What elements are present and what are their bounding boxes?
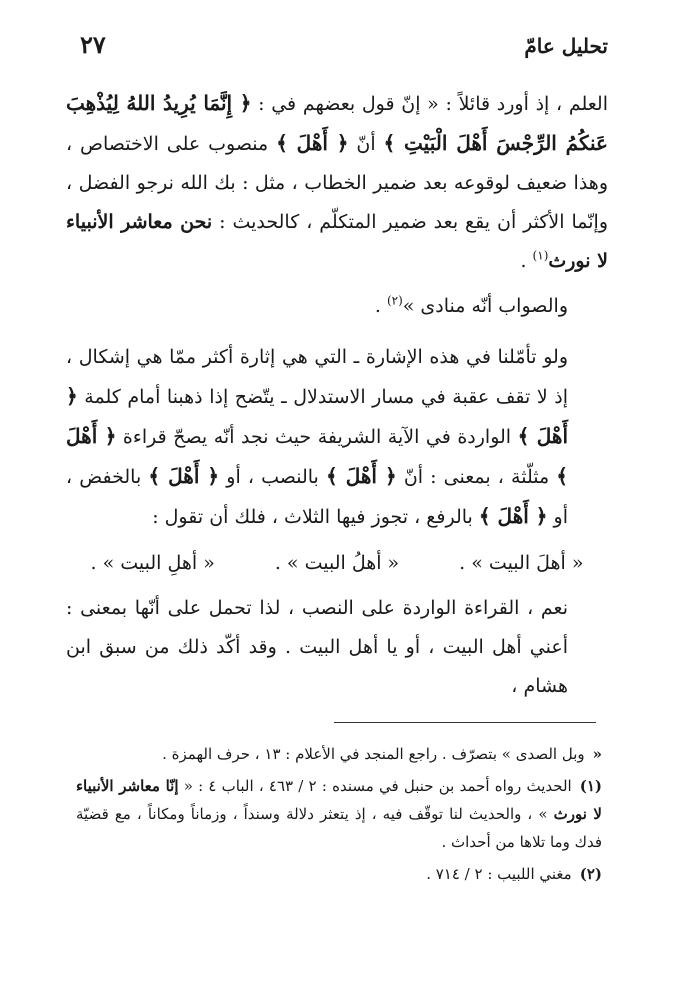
page-header [80,30,608,64]
quran-word: ﴿ أَهْلَ ﴾ [66,424,568,488]
footnote-mark: (١) [579,777,602,795]
hadith-quote: إنّا معاشر الأنبياء لا نورث [76,777,602,823]
text-run: نعم ، القراءة الواردة على النصب ، لذا تحمل على أنّها بمعنى : أعني أهل البيت ، أو يا أهل البيت . وقد أكّد ذلك من سبق ابن هشام ، [66,597,568,697]
text-run: العلم ، إذ أورد قائلاً : « إنّ قول بعضهم في : [251,93,608,115]
footnote-text: مغني اللبيب : ٢ / ٧١٤ . [426,865,572,883]
footnote-2 [76,860,602,888]
footnote-continued [76,740,602,768]
text-run: بالنصب ، أو [219,466,326,488]
text-run: منصوب على الاختصاص ، وهذا ضعيف لوقوعه بعد ضمير الخطاب ، مثل : بك الله نرجو الفضل ، وإنّما الأكثر أن يقع بعد ضمير المتكلّم ، كالحديث : [66,133,608,233]
reading-variants [66,543,608,583]
variant-raf: « أهلُ البيت » . [274,552,400,574]
text-run: بالرفع ، تجوز فيها الثلاث ، فلك أن تقول : [152,506,479,528]
quran-word: ﴿ أَهْلَ ﴾ [478,504,548,528]
text-run: بالخفض ، أو [66,466,568,528]
variant-jarr: « أهلِ البيت » . [90,552,215,574]
text-run: مثلّثة ، بمعنى : أنّ [396,466,557,488]
hadith-quote: نحن معاشر الأنبياء لا نورث [66,211,608,272]
paragraph-4 [66,589,608,706]
footnote-ref-2: (٢) [386,293,403,308]
quran-verse: ﴿ إِنَّمَا يُرِيدُ اللهُ لِيُذْهِبَ عَنكُمُ الرِّجْسَ أَهْلَ الْبَيْتِ ﴾ [66,91,608,155]
footnote-1 [76,772,602,856]
text-run: أنّ [348,133,384,155]
text-run: ولو تأمّلنا في هذه الإشارة ـ التي هي إثارة أكثر ممّا هي إشكال ، إذ لا تقف عقبة في مسار الاستدلال ـ يتّضح إذا ذهبنا أمام كلمة [66,346,568,408]
text-run: والصواب أنّه منادى » [402,295,568,317]
footnotes [76,740,602,892]
text-run: . [374,295,387,317]
footnote-text: » ، والحديث لنا توقّف فيه ، إذ يتعثر دلالة وسنداً ، وزماناً ومكاناً ، مع قضيّة فدك وما تلاها من أحداث . [76,805,602,851]
quran-word: ﴿ أَهْلَ ﴾ [325,464,397,488]
footnote-mark: « [592,745,602,763]
variant-nasb: « أهلَ البيت » . [459,552,584,574]
paragraph-3 [66,338,608,537]
footnote-text: الحديث رواه أحمد بن حنبل في مسنده : ٢ / ٤٦٣ ، الباب ٤ : « [178,777,572,795]
footnote-ref-1: (١) [532,248,549,263]
text-run: الواردة في الآية الشريفة حيث نجد أنّه يصحّ قراءة [116,426,518,448]
quran-word: ﴿ أَهْلَ ﴾ [276,131,349,155]
footnote-mark: (٢) [579,865,602,883]
quran-word: ﴿ أَهْلَ ﴾ [148,464,220,488]
page-number: ٢٧ [80,30,106,59]
quran-word: ﴿ أَهْلَ ﴾ [66,384,569,448]
paragraph-gap [66,326,608,338]
running-title: تحليل عامّ [524,34,608,58]
footnote-separator [334,722,596,723]
main-text [66,84,608,706]
footnote-text: وبل الصدى » بتصرّف . راجع المنجد في الأعلام : ١٣ ، حرف الهمزة . [162,745,585,763]
text-run: . [520,250,533,272]
paragraph-2 [66,287,608,326]
paragraph-1 [66,84,608,281]
